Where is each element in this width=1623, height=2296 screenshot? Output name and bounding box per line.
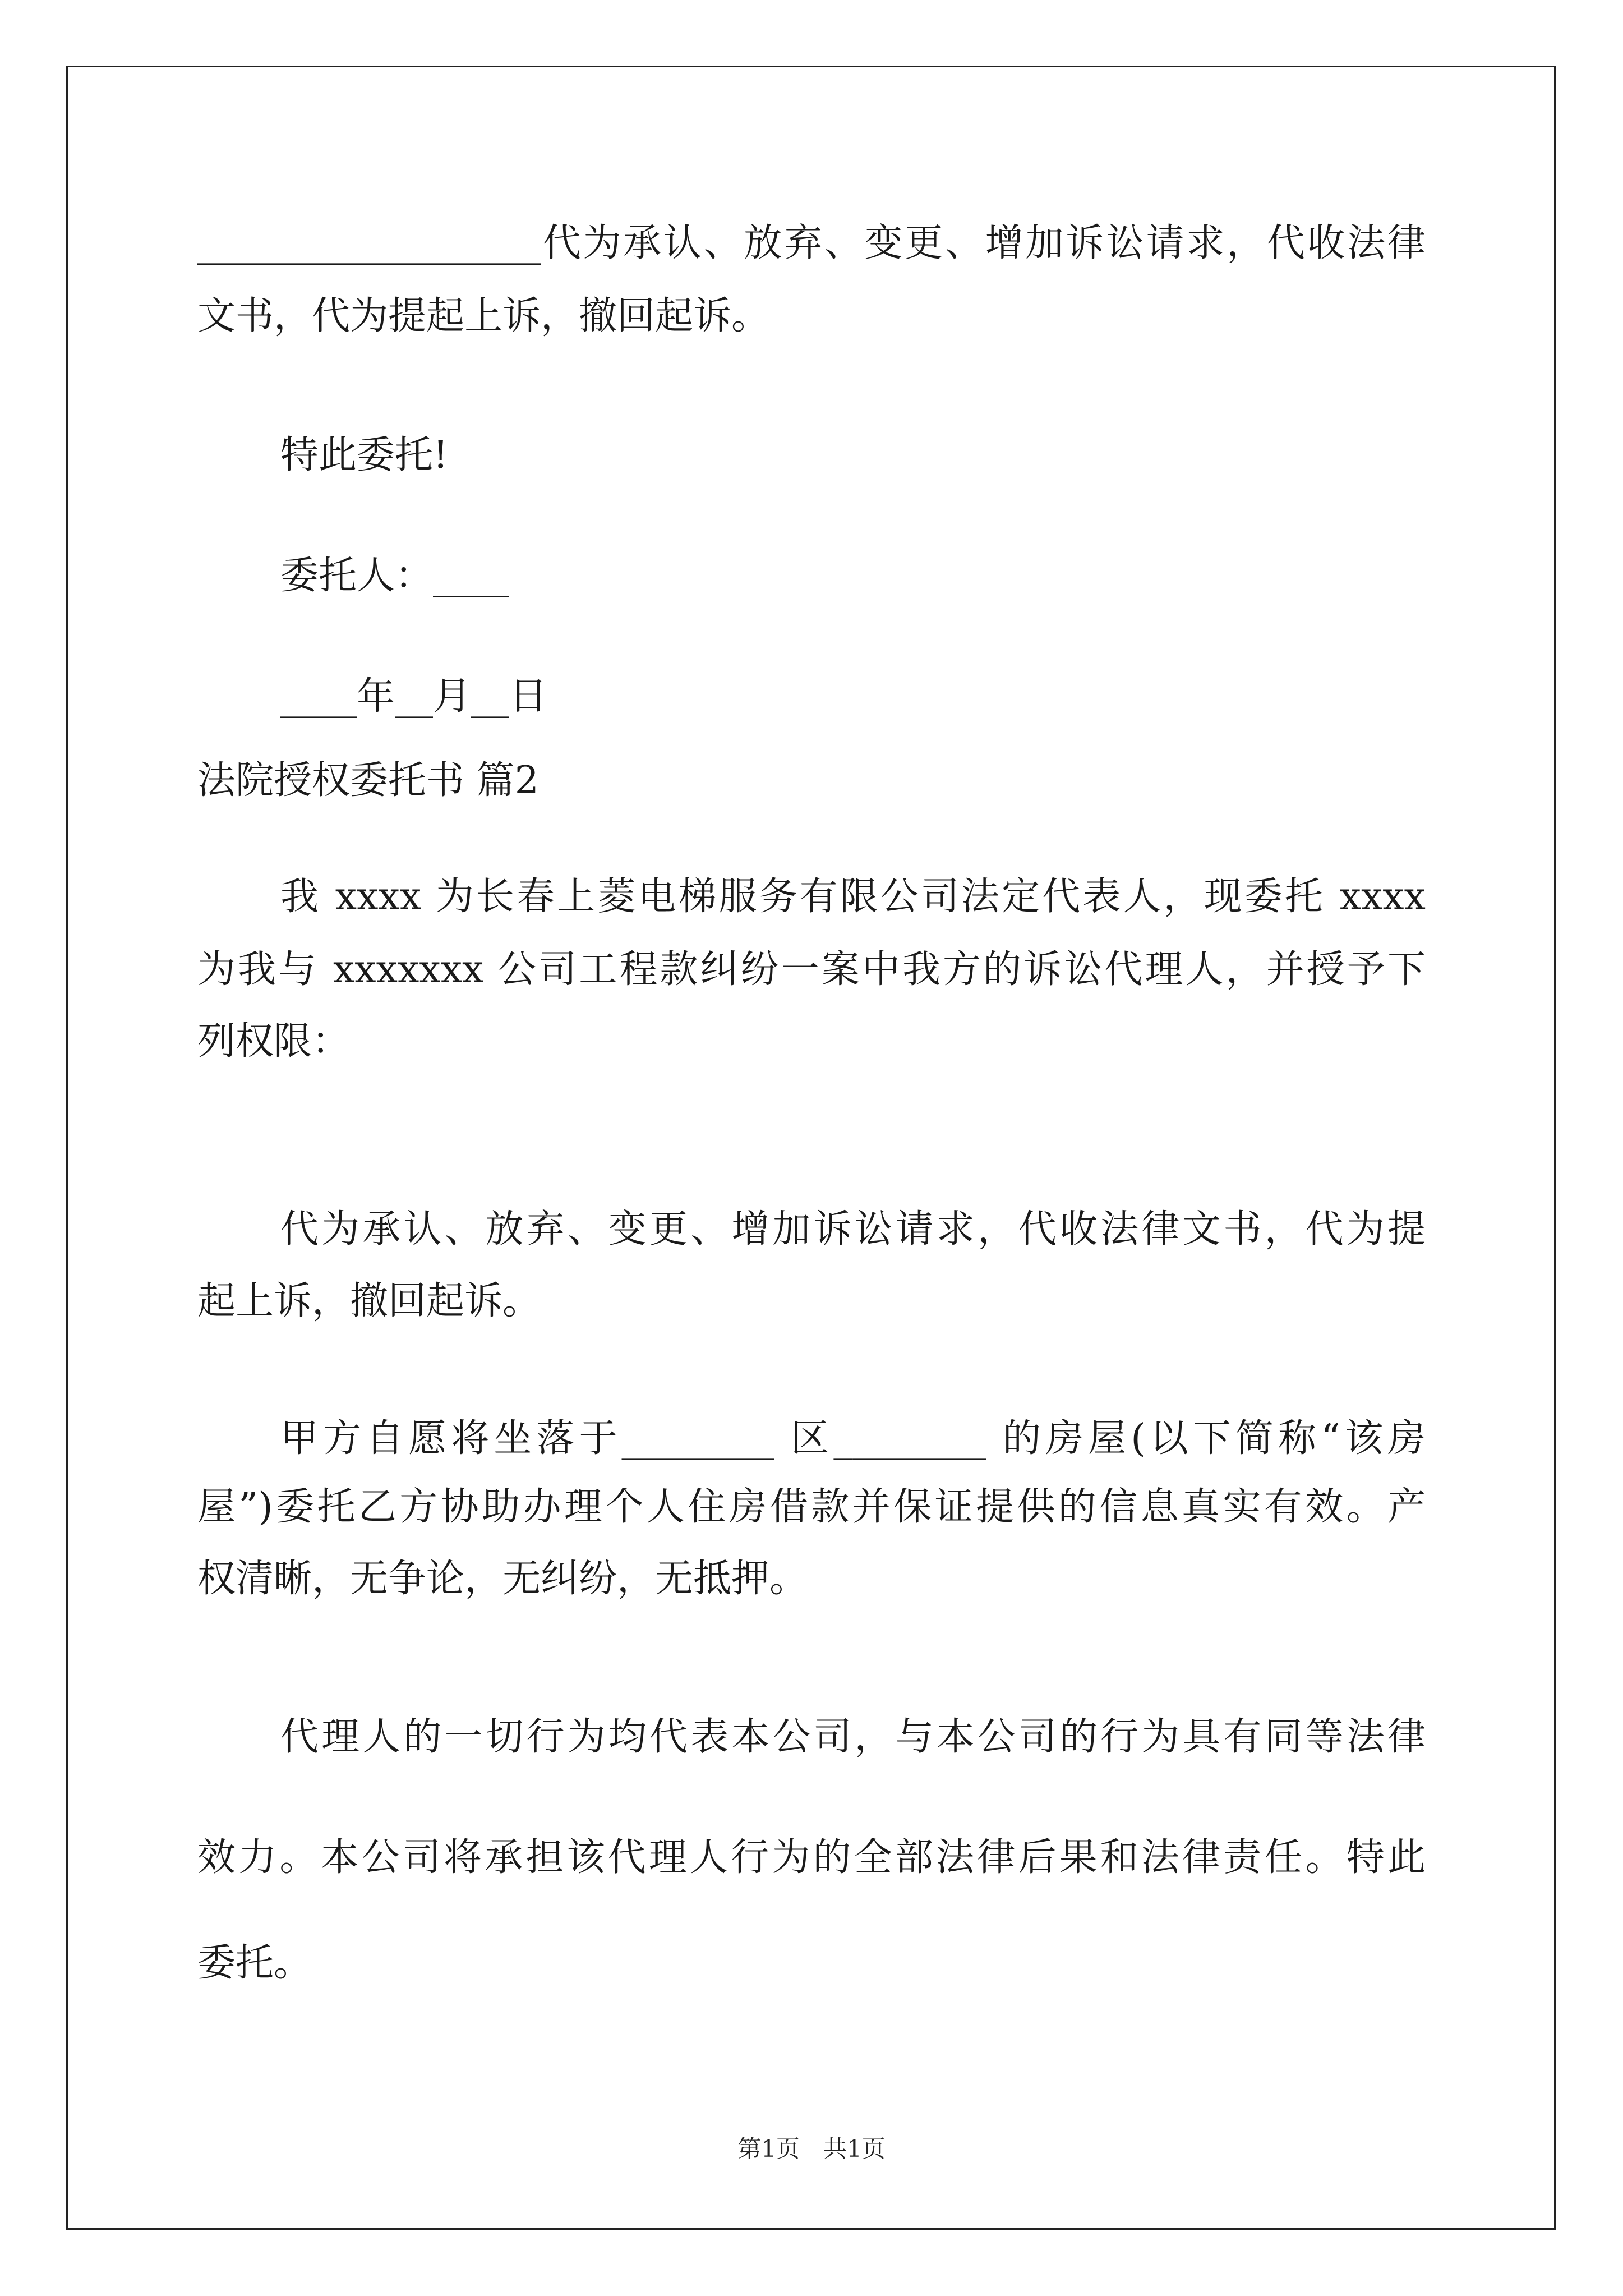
paragraph-line: 效力。本公司将承担该代理人行为的全部法律后果和法律责任。特此 xyxy=(197,1835,1426,1880)
paragraph-line: 甲方自愿将坐落于________ 区________ 的房屋(以下简称“该房 xyxy=(280,1416,1426,1461)
section-heading: 法院授权委托书 篇2 xyxy=(197,758,539,803)
paragraph-line: 代理人的一切行为均代表本公司，与本公司的行为具有同等法律 xyxy=(280,1715,1426,1759)
paragraph-line: __________________代为承认、放弃、变更、增加诉讼请求，代收法律 xyxy=(197,221,1426,265)
paragraph-line: 文书，代为提起上诉，撤回起诉。 xyxy=(197,294,770,338)
page-border xyxy=(66,66,1556,2230)
paragraph-line: 我 xxxx 为长春上菱电梯服务有限公司法定代表人，现委托 xxxx xyxy=(280,875,1426,919)
principal-signature-line: 委托人：____ xyxy=(280,554,510,598)
paragraph-line: 为我与 xxxxxxx 公司工程款纠纷一案中我方的诉讼代理人，并授予下 xyxy=(197,947,1426,992)
paragraph-line: 委托。 xyxy=(197,1941,312,1985)
closing-phrase: 特此委托! xyxy=(280,433,449,477)
page-footer: 第1页 共1页 xyxy=(737,2135,886,2162)
paragraph-line: 代为承认、放弃、变更、增加诉讼请求，代收法律文书，代为提 xyxy=(280,1207,1426,1251)
paragraph-line: 列权限： xyxy=(197,1019,351,1064)
paragraph-line: 权清晰，无争论，无纠纷，无抵押。 xyxy=(197,1557,808,1601)
paragraph-line: 起上诉，撤回起诉。 xyxy=(197,1279,541,1323)
date-line: ____年__月__日 xyxy=(280,674,548,719)
paragraph-line: 屋”)委托乙方协助办理个人住房借款并保证提供的信息真实有效。产 xyxy=(197,1485,1426,1529)
